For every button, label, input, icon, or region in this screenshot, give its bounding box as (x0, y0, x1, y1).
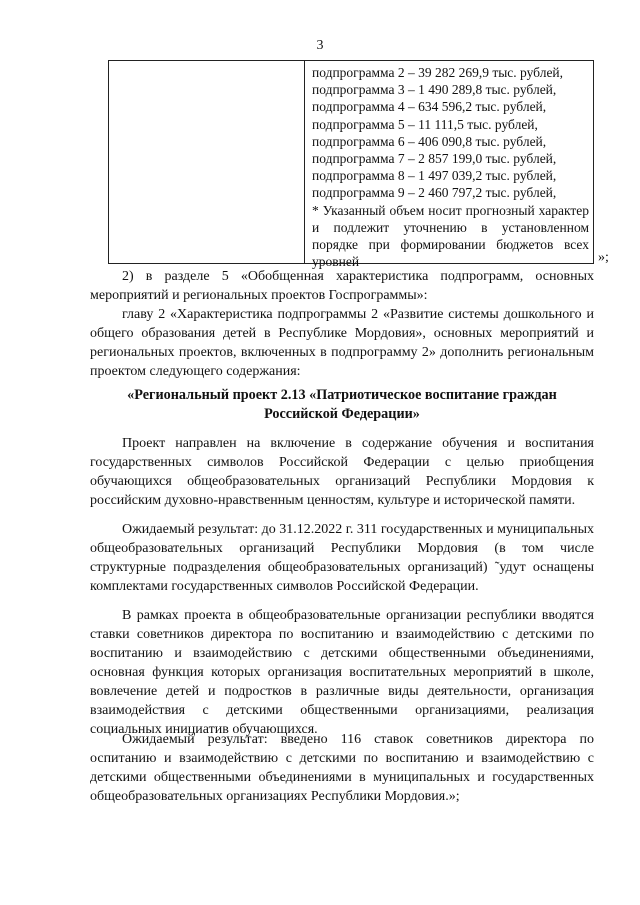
funding-line: подпрограмма 9 – 2 460 797,2 тыс. рублей, (312, 185, 557, 201)
funding-line: подпрограмма 5 – 11 111,5 тыс. рублей, (312, 116, 538, 132)
paragraph-advisors: В рамках проекта в общеобразовательные организации республики вводятся ставки советников директора по воспитанию и взаимодействию с детскими по воспитанию и взаимодействию с детскими общественными объединениями, основная функция которых организация воспитательных мероприятий в школе, вовлечение детей и подростков в различные виды деятельности, организация взаимодействия с детскими общественными организациями, реализация социальных инициатив обучающихся. (90, 608, 594, 737)
table-column-divider (304, 61, 305, 263)
paragraph-chapter-2: главу 2 «Характеристика подпрограммы 2 «Развитие системы дошкольного и общего образования детей в Республике Мордовия», основных мероприятий и региональных проектов, включенных в подпрограмму 2» дополнить региональным проектом следующего содержания: (90, 307, 594, 379)
funding-line: подпрограмма 7 – 2 857 199,0 тыс. рублей, (312, 151, 557, 167)
funding-line: подпрограмма 4 – 634 596,2 тыс. рублей, (312, 99, 547, 115)
funding-cell (312, 64, 589, 270)
section-heading: «Региональный проект 2.13 «Патриотическое воспитание граждан Российской Федерации» (127, 387, 557, 422)
funding-line: подпрограмма 6 – 406 090,8 тыс. рублей, (312, 133, 547, 149)
page-number: 3 (316, 38, 324, 53)
paragraph-expected-result-1: Ожидаемый результат: до 31.12.2022 г. 311 государственных и муниципальных общеобразовательных организаций Республики Мордовия (в том числе структурные подразделения общеобразовательных организаций) ˜удут оснащены комплектами государственных символов Российской Федерации. (90, 522, 594, 594)
paragraph-project-goal: Проект направлен на включение в содержание обучения и воспитания государственных символов Российской Федерации с целью приобщения обучающихся общеобразовательных организаций Республики Мордовия к российским духовно-нравственным ценностям, культуре и исторической памяти. (90, 436, 594, 508)
table-closing-mark: »; (598, 250, 609, 265)
funding-line: подпрограмма 8 – 1 497 039,2 тыс. рублей, (312, 168, 557, 184)
funding-table (108, 60, 594, 270)
funding-note: * Указанный объем носит прогнозный характер и подлежит уточнению в установленном порядке при формировании бюджетов всех уровней (312, 202, 589, 270)
paragraph-expected-result-2: Ожидаемый результат: введено 116 ставок советников директора по оспитанию и взаимодействию с детскими по воспитанию и взаимодействию с детскими общественными объединениями в муниципальных и государственных общеобразовательных организациях Республики Мордовия.»; (90, 732, 594, 804)
funding-line: подпрограмма 3 – 1 490 289,8 тыс. рублей, (312, 82, 557, 98)
funding-line: подпрограмма 2 – 39 282 269,9 тыс. рублей, (312, 65, 564, 80)
paragraph-item-2: 2) в разделе 5 «Обобщенная характеристика подпрограмм, основных мероприятий и региональных проектов Госпрограммы»: (90, 269, 594, 303)
